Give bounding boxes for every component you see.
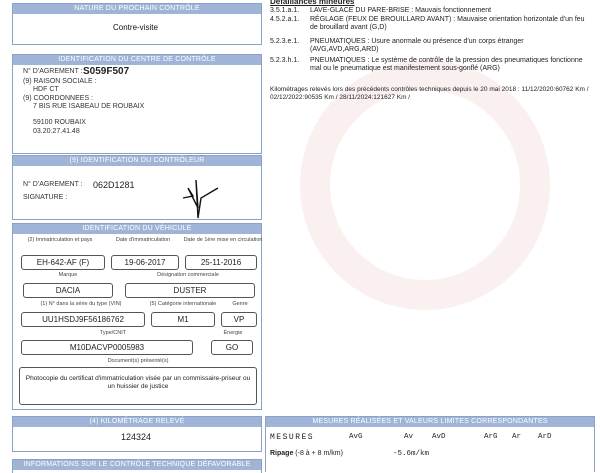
center-header: IDENTIFICATION DU CENTRE DE CONTRÔLE bbox=[13, 55, 261, 65]
defect-code: 5.2.3.h.1. bbox=[270, 57, 300, 64]
ripage-value: -5.6m/km bbox=[393, 450, 430, 458]
measure-col: ArD bbox=[538, 433, 552, 441]
energy-label: Énergie bbox=[223, 330, 243, 336]
next-control-section bbox=[12, 3, 262, 45]
date-reg-field: 19-06-2017 bbox=[111, 255, 179, 270]
center-address: 7 BIS RUE ISABEAU DE ROUBAIX bbox=[33, 103, 145, 110]
model-label: Désignation commerciale bbox=[157, 272, 219, 278]
docs-field: Photocopie du certificat d'immatriculation visée par un commissaire-priseur ou un huissier de justice bbox=[19, 367, 257, 405]
vin-label: (1) N° dans la série du type (VIN) bbox=[40, 301, 122, 307]
measures-section bbox=[265, 416, 595, 472]
first-reg-field: 25-11-2016 bbox=[185, 255, 257, 270]
signature-image bbox=[168, 168, 238, 223]
model-field: DUSTER bbox=[125, 283, 255, 298]
measures-label: MESURES bbox=[270, 433, 315, 442]
date-reg-label: Date d'immatriculation bbox=[115, 237, 171, 243]
reg-field: EH-642-AF (F) bbox=[21, 255, 105, 270]
center-raison-label: (9) RAISON SOCIALE : bbox=[23, 78, 97, 85]
defect-code: 5.2.3.e.1. bbox=[270, 38, 300, 45]
type-label: Type/CNIT bbox=[99, 330, 127, 336]
center-agreement-label: N° D'AGREMENT : bbox=[23, 68, 83, 75]
unfavorable-header: INFORMATIONS SUR LE CONTRÔLE TECHNIQUE DÉFAVORABLE bbox=[13, 460, 261, 470]
mileage-value: 124324 bbox=[121, 432, 152, 442]
ripage-label-text: Ripage bbox=[270, 450, 294, 457]
energy-field: GO bbox=[211, 340, 253, 355]
defect-code: 3.5.1.a.1. bbox=[270, 7, 300, 14]
center-agreement-value: S059F507 bbox=[83, 66, 130, 77]
measure-col: AvD bbox=[432, 433, 446, 441]
defect-code: 4.5.2.a.1. bbox=[270, 16, 300, 23]
controller-agreement-label: N° D'AGREMENT : bbox=[23, 181, 83, 188]
unfavorable-section bbox=[12, 459, 262, 473]
mileage-section bbox=[12, 416, 262, 452]
reg-label: (2) Immatriculation et pays bbox=[27, 237, 93, 243]
center-city: 59100 ROUBAIX bbox=[33, 119, 86, 126]
docs-label: Document(s) présenté(s) bbox=[107, 358, 169, 364]
genre-label: Genre bbox=[232, 301, 248, 307]
mileage-header: (4) KILOMÉTRAGE RELEVÉ bbox=[13, 417, 261, 427]
measure-col: AvG bbox=[349, 433, 363, 441]
measure-col: Av bbox=[404, 433, 414, 441]
vehicle-header: IDENTIFICATION DU VÉHICULE bbox=[13, 224, 261, 234]
vin-field: UU1HSDJ9F56186762 bbox=[21, 312, 145, 327]
measures-header: MESURES RÉALISÉES ET VALEURS LIMITES CORRESPONDANTES bbox=[266, 417, 594, 427]
first-reg-label: Date de 1ère mise en circulation bbox=[183, 237, 263, 243]
defect-text: PNEUMATIQUES : Usure anormale ou présence d'un corps étranger (AVG,AVD,ARG,ARD) bbox=[310, 38, 524, 53]
cat-field: M1 bbox=[151, 312, 215, 327]
defects-title: Défaillances mineures bbox=[270, 0, 355, 6]
genre-field: VP bbox=[221, 312, 257, 327]
controller-signature-label: SIGNATURE : bbox=[23, 194, 68, 201]
center-phone: 03.20.27.41.48 bbox=[33, 128, 80, 135]
next-control-value: Contre-visite bbox=[113, 23, 158, 32]
cat-label: (5) Catégorie internationale bbox=[149, 301, 217, 307]
controller-section bbox=[12, 155, 262, 220]
controller-agreement-value: 062D1281 bbox=[93, 180, 135, 190]
controller-header: (9) IDENTIFICATION DU CONTRÔLEUR bbox=[13, 156, 261, 166]
defect-text: LAVE-GLACE DU PARE-BRISE : Mauvais fonctionnement bbox=[310, 7, 492, 14]
next-control-header: NATURE DU PROCHAIN CONTRÔLE bbox=[13, 4, 261, 14]
make-field: DACIA bbox=[23, 283, 113, 298]
center-section bbox=[12, 54, 262, 154]
center-raison-value: HDF CT bbox=[33, 86, 59, 93]
make-label: Marque bbox=[58, 272, 78, 278]
defect-text: PNEUMATIQUES : Le système de contrôle de la pression des pneumatiques fonctionne mal ou le pneumatique est manifestement sous-gonflé (ARG) bbox=[310, 57, 583, 72]
measure-col: ArG bbox=[484, 433, 498, 441]
ripage-range: (-8 à + 8 m/km) bbox=[295, 450, 343, 457]
defect-text: RÉGLAGE (FEUX DE BROUILLARD AVANT) : Mauvaise orientation horizontale d'un feu de brouillard avant (G,D) bbox=[310, 16, 585, 31]
vehicle-section bbox=[12, 223, 262, 410]
ripage-label bbox=[270, 450, 343, 457]
measure-col: Ar bbox=[512, 433, 522, 441]
mileage-history: Kilométrages relevés lors des précédents contrôles techniques depuis le 20 mai 2018 : 11/12/2020:60762 Km / 02/12/2022:90535 Km / 28/11/2024:121627 Km / bbox=[270, 86, 589, 101]
type-field: M10DACVP0005983 bbox=[21, 340, 193, 355]
center-coord-label: (9) COORDONNEES : bbox=[23, 95, 94, 102]
